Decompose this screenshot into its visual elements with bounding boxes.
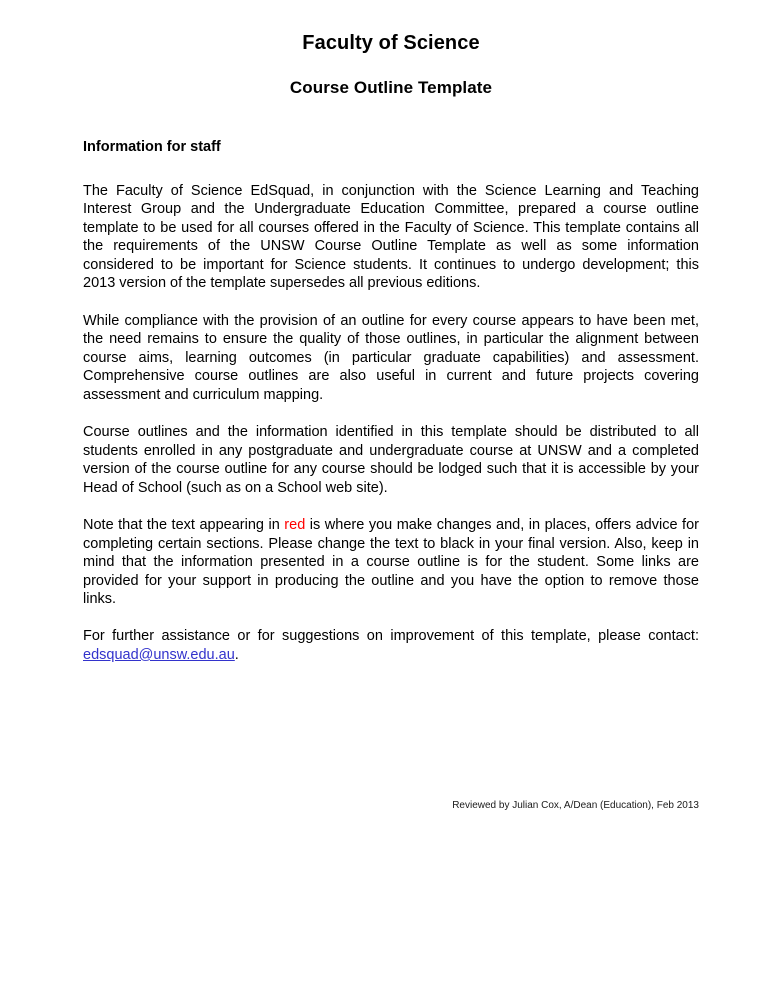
contact-lead-in-text: For further assistance or for suggestions on improvement of this template, please contact:: [83, 628, 699, 645]
paragraph-edsquad-intro: The Faculty of Science EdSquad, in conjunction with the Science Learning and Teaching Interest Group and the Undergraduate Education Committee, prepared a course outline template to be used for all courses offered in the Faculty of Science. This template contains all the requirements of the UNSW Course Outline Template as well as some information considered to be important for Science students. It continues to undergo development; this 2013 version of the template supersedes all previous editions.: [83, 182, 699, 292]
footer-review-note: Reviewed by Julian Cox, A/Dean (Education), Feb 2013: [452, 800, 699, 811]
paragraph-red-text-instructions: [83, 497, 699, 608]
document-body: [83, 0, 699, 665]
contact-trailing-period: .: [234, 646, 239, 663]
page-subtitle: Course Outline Template: [289, 78, 493, 97]
paragraph-red-text-lead-in: Note that the text appearing in: [83, 516, 285, 533]
section-heading-information-for-staff: Information for staff: [83, 139, 221, 155]
paragraph-compliance-quality: While compliance with the provision of an outline for every course appears to have been met, the need remains to ensure the quality of those outlines, in particular the alignment between course aims, learning outcomes (in particular graduate capabilities) and assessment. Comprehensive course outlines are also useful in current and future projects covering assessment and curriculum mapping.: [83, 312, 699, 403]
red-word-highlight: red: [284, 516, 306, 533]
paragraph-contact-assistance: [83, 609, 699, 665]
paragraph-red-text-remainder: is where you make changes and, in places, offers advice for completing certain sections. Please change the text to black in your final version. Also, keep in mind that the information presented in a course outline is for the student. Some links are provided for your support in producing the outline and you have the option to remove those links.: [83, 516, 699, 608]
paragraph-distribution-requirements: Course outlines and the information identified in this template should be distributed to all students enrolled in any postgraduate and undergraduate course at UNSW and a completed version of the course outline for any course should be lodged such that it is accessible by your Head of School (such as on a School web site).: [83, 424, 699, 496]
edsquad-email-link[interactable]: edsquad@unsw.edu.au: [83, 646, 235, 663]
page-title: Faculty of Science: [302, 32, 480, 54]
